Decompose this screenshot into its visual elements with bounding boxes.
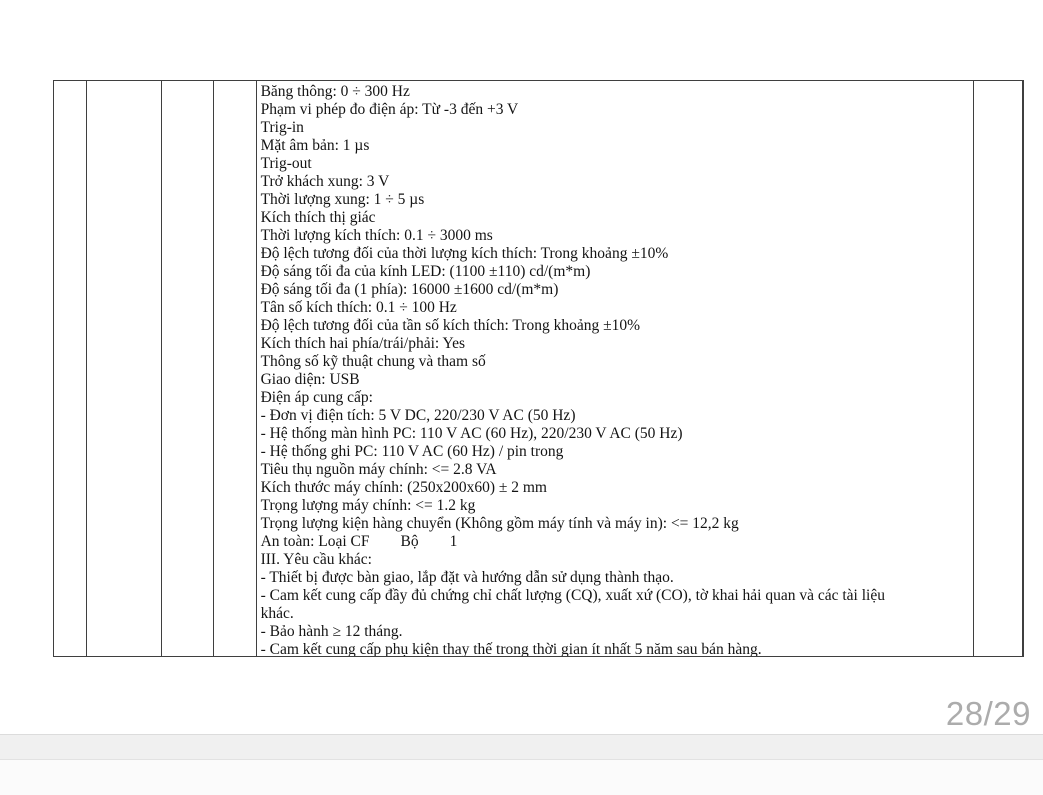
table-col-unit	[162, 81, 214, 656]
spec-line: Độ sáng tối đa (1 phía): 16000 ±1600 cd/(m*m)	[260, 281, 559, 298]
spec-line: khác.	[260, 605, 294, 622]
spec-line: Độ lệch tương đối của thời lượng kích thích: Trong khoảng ±10%	[260, 245, 669, 262]
spec-line: Băng thông: 0 ÷ 300 Hz	[260, 83, 410, 100]
spec-line: - Đơn vị điện tích: 5 V DC, 220/230 V AC (50 Hz)	[260, 407, 576, 424]
spec-line: Kích thích hai phía/trái/phải: Yes	[260, 335, 466, 352]
spec-text-cell	[257, 81, 975, 656]
spec-line: Thời lượng xung: 1 ÷ 5 µs	[260, 191, 425, 208]
spec-line: Trọng lượng máy chính: <= 1.2 kg	[260, 497, 476, 514]
spec-line: Trig-out	[260, 155, 312, 172]
spec-line: - Cam kết cung cấp phụ kiện thay thế trong thời gian ít nhất 5 năm sau bán hàng.	[260, 641, 762, 656]
spec-line: - Thiết bị được bàn giao, lắp đặt và hướng dẫn sử dụng thành thạo.	[260, 569, 674, 586]
spec-line: Mặt âm bản: 1 µs	[260, 137, 370, 154]
spec-line: Độ sáng tối đa của kính LED: (1100 ±110) cd/(m*m)	[260, 263, 591, 280]
spec-line: Trở khách xung: 3 V	[260, 173, 390, 190]
spec-line: - Bảo hành ≥ 12 tháng.	[260, 623, 403, 640]
page-indicator: 28/29	[945, 695, 1031, 732]
spec-line: Trọng lượng kiện hàng chuyển (Không gồm máy tính và máy in): <= 12,2 kg	[260, 515, 739, 532]
table-col-quantity	[214, 81, 257, 656]
spec-line: Kích thước máy chính: (250x200x60) ± 2 mm	[260, 479, 547, 496]
spec-line: Giao diện: USB	[260, 371, 360, 388]
spec-line: Thông số kỹ thuật chung và tham số	[260, 353, 486, 370]
spec-line: Độ lệch tương đối của tần số kích thích: Trong khoảng ±10%	[260, 317, 640, 334]
spec-line: Tiêu thụ nguồn máy chính: <= 2.8 VA	[260, 461, 497, 478]
spec-line: Thời lượng kích thích: 0.1 ÷ 3000 ms	[260, 227, 493, 244]
table-col-item-name	[87, 81, 162, 656]
spec-line: Phạm vi phép đo điện áp: Từ -3 đến +3 V	[260, 101, 519, 118]
bottom-scroll-bar[interactable]	[0, 734, 1043, 760]
table-col-notes	[974, 81, 1023, 656]
table-col-index	[54, 81, 87, 656]
spec-line: Tân số kích thích: 0.1 ÷ 100 Hz	[260, 299, 457, 316]
spec-line: Điện áp cung cấp:	[260, 389, 373, 406]
spec-line: Kích thích thị giác	[260, 209, 376, 226]
footer-area	[0, 760, 1043, 795]
spec-line: Trig-in	[260, 119, 304, 136]
spec-line: An toàn: Loại CF Bộ 1	[260, 533, 458, 550]
spec-line: III. Yêu cầu khác:	[260, 551, 372, 568]
spec-line: - Cam kết cung cấp đầy đủ chứng chỉ chất lượng (CQ), xuất xứ (CO), tờ khai hải quan và các tài liệu	[260, 587, 885, 604]
spec-line: - Hệ thống ghi PC: 110 V AC (60 Hz) / pin trong	[260, 443, 564, 460]
spec-line: - Hệ thống màn hình PC: 110 V AC (60 Hz), 220/230 V AC (50 Hz)	[260, 425, 683, 442]
specification-table	[53, 80, 1024, 657]
